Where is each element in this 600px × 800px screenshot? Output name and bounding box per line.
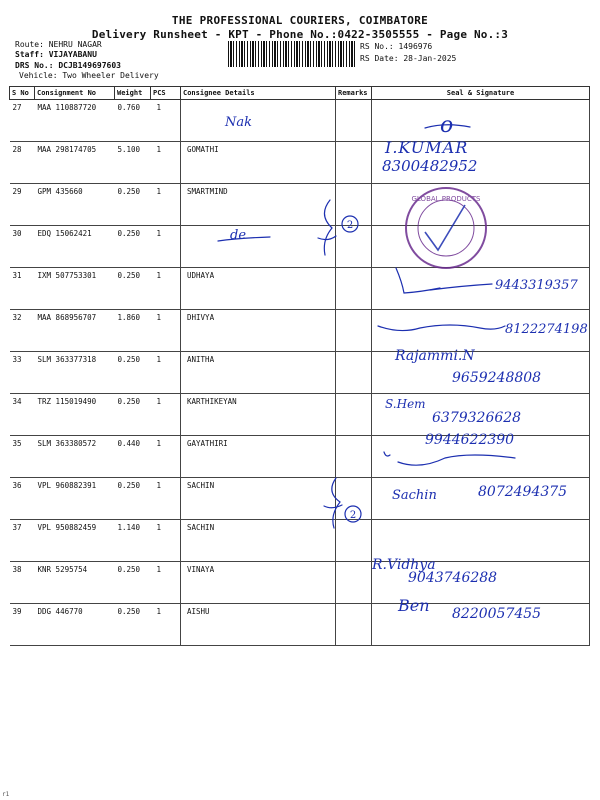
cell-consignment: KNR 5295754 xyxy=(35,562,115,604)
runsheet-title: Delivery Runsheet - KPT - Phone No.:0422-3505555 - Page No.:3 xyxy=(91,28,509,41)
cell-consignment: MAA 298174705 xyxy=(35,142,115,184)
cell-remarks xyxy=(336,436,372,478)
col-consignee: Consignee Details xyxy=(181,87,336,100)
cell-pcs: 1 xyxy=(151,226,181,268)
col-remarks: Remarks xyxy=(336,87,372,100)
cell-consignee: KARTHIKEYAN xyxy=(181,394,336,436)
table-row xyxy=(10,520,590,562)
cell-consignment: IXM 507753301 xyxy=(35,268,115,310)
table-row xyxy=(10,562,590,604)
handwritten-phone: 9043746288 xyxy=(408,570,498,586)
col-seal: Seal & Signature xyxy=(372,87,590,100)
cell-remarks xyxy=(336,520,372,562)
cell-consignment: DDG 446770 xyxy=(35,604,115,646)
cell-sno: 39 xyxy=(10,604,35,646)
cell-weight: 1.860 xyxy=(115,310,151,352)
cell-remarks xyxy=(336,394,372,436)
table-row xyxy=(10,100,590,142)
rs-date: RS Date: 28-Jan-2025 xyxy=(360,54,457,63)
cell-consignment: TRZ 115019490 xyxy=(35,394,115,436)
cell-remarks xyxy=(336,268,372,310)
handwritten-phone: 9944622390 xyxy=(425,432,515,448)
cell-consignee: GAYATHIRI xyxy=(181,436,336,478)
svg-text:2: 2 xyxy=(349,510,357,521)
cell-pcs: 1 xyxy=(151,100,181,142)
cell-pcs: 1 xyxy=(151,142,181,184)
cell-consignee: DHIVYA xyxy=(181,310,336,352)
handwritten-signature: Sachin xyxy=(392,488,437,503)
cell-sno: 37 xyxy=(10,520,35,562)
handwritten-phone: 6379326628 xyxy=(432,410,522,426)
cell-pcs: 1 xyxy=(151,562,181,604)
cell-consignee xyxy=(181,100,336,142)
cell-seal xyxy=(372,184,590,226)
cell-consignee: VINAYA xyxy=(181,562,336,604)
cell-consignment: EDQ 15062421 xyxy=(35,226,115,268)
cell-remarks xyxy=(336,310,372,352)
cell-sno: 32 xyxy=(10,310,35,352)
table-row xyxy=(10,184,590,226)
col-weight: Weight xyxy=(115,87,151,100)
cell-pcs: 1 xyxy=(151,184,181,226)
cell-weight: 0.250 xyxy=(115,394,151,436)
cell-sno: 34 xyxy=(10,394,35,436)
cell-sno: 31 xyxy=(10,268,35,310)
cell-weight: 0.250 xyxy=(115,184,151,226)
cell-sno: 27 xyxy=(10,100,35,142)
cell-seal xyxy=(372,520,590,562)
company-name: THE PROFESSIONAL COURIERS, COIMBATORE xyxy=(171,14,429,27)
drs-number: DRS No.: DCJB149697603 xyxy=(15,61,121,70)
handwritten-signature: I.KUMAR xyxy=(385,138,469,157)
table-header-row xyxy=(10,87,590,100)
cell-remarks xyxy=(336,184,372,226)
staff-label: Staff: VIJAYABANU xyxy=(15,50,97,59)
handwritten-signature: Ben xyxy=(398,596,430,615)
cell-weight: 0.250 xyxy=(115,226,151,268)
cell-pcs: 1 xyxy=(151,394,181,436)
cell-weight: 0.440 xyxy=(115,436,151,478)
col-consignment: Consignment No xyxy=(35,87,115,100)
cell-sno: 29 xyxy=(10,184,35,226)
cell-consignment: SLM 363377318 xyxy=(35,352,115,394)
handwritten-signature: Rajammi.N xyxy=(395,348,475,364)
cell-remarks xyxy=(336,562,372,604)
cell-sno: 33 xyxy=(10,352,35,394)
cell-weight: 0.250 xyxy=(115,478,151,520)
cell-consignment: MAA 868956707 xyxy=(35,310,115,352)
cell-remarks xyxy=(336,352,372,394)
cell-weight: 0.250 xyxy=(115,268,151,310)
handwritten-signature: S.Hem xyxy=(385,397,426,411)
cell-consignee: GOMATHI xyxy=(181,142,336,184)
handwritten-phone: 8220057455 xyxy=(452,606,542,622)
cell-pcs: 1 xyxy=(151,352,181,394)
cell-consignment: VPL 960882391 xyxy=(35,478,115,520)
handwritten-scribble: o xyxy=(440,113,454,138)
cell-consignee: ANITHA xyxy=(181,352,336,394)
runsheet-table xyxy=(9,86,590,646)
handwritten-name: Nak xyxy=(225,115,253,130)
cell-pcs: 1 xyxy=(151,604,181,646)
rs-number: RS No.: 1496976 xyxy=(360,42,433,51)
cell-weight: 0.760 xyxy=(115,100,151,142)
cell-pcs: 1 xyxy=(151,436,181,478)
handwritten-phone: 9443319357 xyxy=(495,278,578,293)
table-row xyxy=(10,310,590,352)
cell-remarks xyxy=(336,142,372,184)
cell-consignee xyxy=(181,226,336,268)
cell-weight: 5.100 xyxy=(115,142,151,184)
handwritten-phone: 9659248808 xyxy=(452,370,542,386)
cell-remarks xyxy=(336,604,372,646)
svg-text:2: 2 xyxy=(346,220,354,231)
cell-consignee: SMARTMIND xyxy=(181,184,336,226)
route-label: Route: NEHRU NAGAR xyxy=(15,40,102,49)
cell-seal xyxy=(372,226,590,268)
cell-pcs: 1 xyxy=(151,520,181,562)
handwritten-phone: 8072494375 xyxy=(478,484,568,500)
cell-weight: 0.250 xyxy=(115,562,151,604)
cell-sno: 28 xyxy=(10,142,35,184)
cell-remarks xyxy=(336,100,372,142)
table-row xyxy=(10,142,590,184)
cell-pcs: 1 xyxy=(151,268,181,310)
cell-remarks xyxy=(336,226,372,268)
svg-text:GLOBAL PRODUCTS: GLOBAL PRODUCTS xyxy=(411,195,481,203)
cell-seal xyxy=(372,100,590,142)
cell-consignment: MAA 110887720 xyxy=(35,100,115,142)
cell-consignee: SACHIN xyxy=(181,478,336,520)
handwritten-name: de xyxy=(230,228,247,243)
cell-weight: 0.250 xyxy=(115,604,151,646)
cell-weight: 1.140 xyxy=(115,520,151,562)
handwritten-phone: 8300482952 xyxy=(382,157,478,175)
cell-consignment: GPM 435660 xyxy=(35,184,115,226)
cell-consignment: VPL 950882459 xyxy=(35,520,115,562)
cell-consignee: AISHU xyxy=(181,604,336,646)
cell-sno: 30 xyxy=(10,226,35,268)
handwritten-phone: 8122274198 xyxy=(505,322,588,337)
cell-remarks xyxy=(336,478,372,520)
col-sno: S No xyxy=(10,87,35,100)
cell-pcs: 1 xyxy=(151,310,181,352)
cell-sno: 36 xyxy=(10,478,35,520)
col-pcs: PCS xyxy=(151,87,181,100)
cell-sno: 35 xyxy=(10,436,35,478)
cell-sno: 38 xyxy=(10,562,35,604)
handwritten-signature: R.Vidhya xyxy=(372,557,436,573)
cell-consignee: SACHIN xyxy=(181,520,336,562)
cell-pcs: 1 xyxy=(151,478,181,520)
barcode xyxy=(228,41,356,67)
cell-weight: 0.250 xyxy=(115,352,151,394)
cell-consignment: SLM 363380572 xyxy=(35,436,115,478)
cell-consignee: UDHAYA xyxy=(181,268,336,310)
table-row xyxy=(10,226,590,268)
vehicle-label: Vehicle: Two Wheeler Delivery xyxy=(19,71,159,80)
corner-mark: r1 xyxy=(2,791,10,798)
